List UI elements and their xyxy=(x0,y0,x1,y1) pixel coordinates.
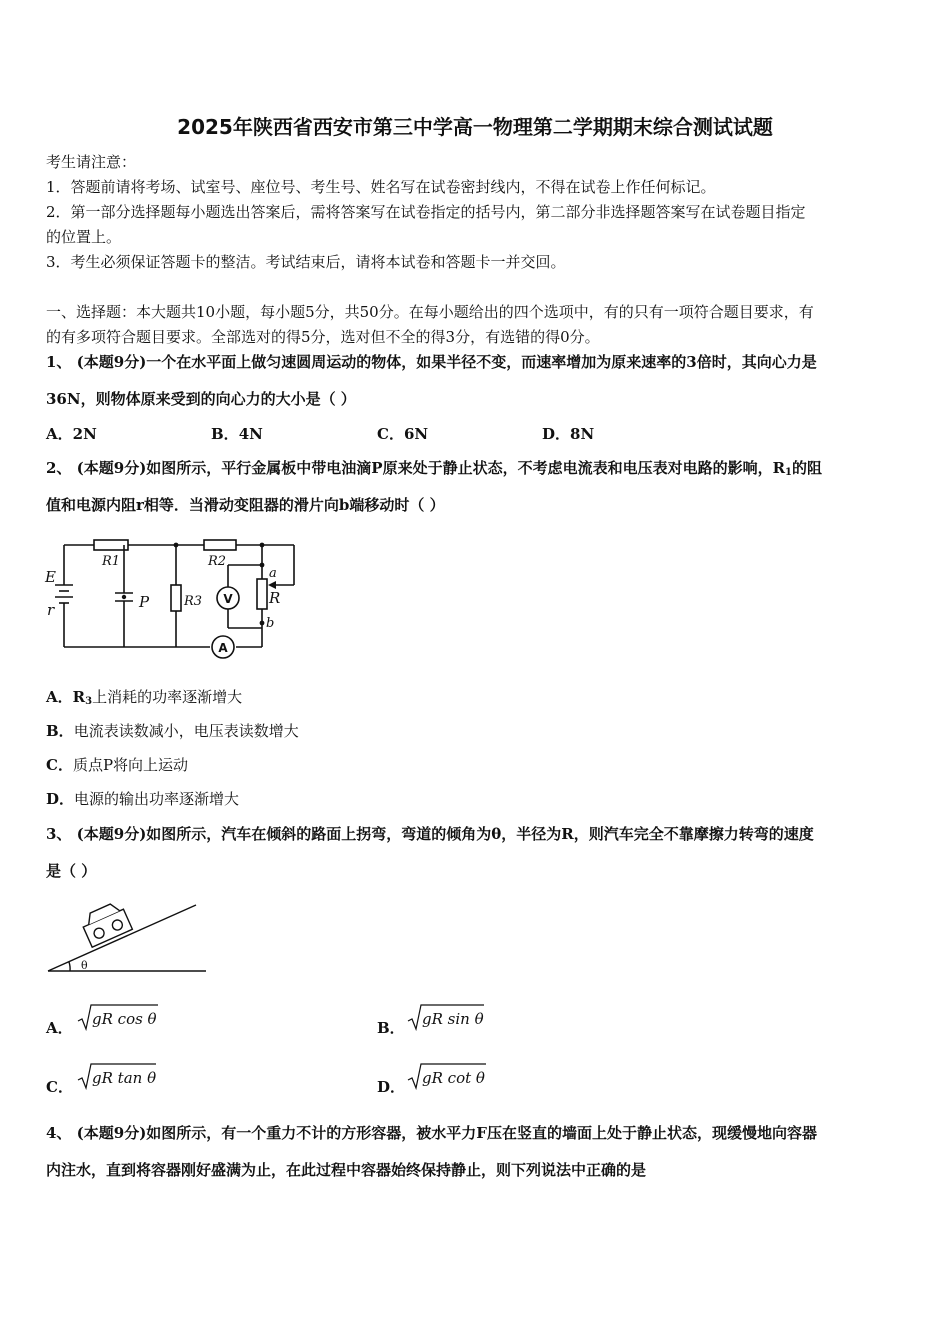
q2-stem: 值和电源内阻r相等．当滑动变阻器的滑片向b端移动时（ ） xyxy=(46,496,445,514)
label-b: b xyxy=(266,616,275,631)
q1-stem: 36N，则物体原来受到的向心力的大小是（ ） xyxy=(46,390,356,408)
q3-option-d: D． xyxy=(377,1078,406,1096)
label-r: r xyxy=(47,601,55,619)
svg-text:gR cos θ: gR cos θ xyxy=(92,1010,157,1028)
q3-option-b-formula xyxy=(406,1002,486,1032)
notice-item: 1．答题前请将考场、试室号、座位号、考生号、姓名写在试卷密封线内，不得在试卷上作任何标记。 xyxy=(46,178,716,196)
q3-stem: 3、 (本题9分)如图所示，汽车在倾斜的路面上拐弯，弯道的倾角为θ，半径为R，则汽车完全不靠摩擦力转弯的速度 xyxy=(46,825,814,843)
q3-option-a-formula xyxy=(76,1002,160,1032)
voltmeter-label: V xyxy=(223,592,233,606)
q1-stem: 1、 (本题9分)一个在水平面上做匀速圆周运动的物体，如果半径不变，而速率增加为原来速率的3倍时，其向心力是 xyxy=(46,353,817,371)
section-intro: 的有多项符合题目要求。全部选对的得5分，选对但不全的得3分，有选错的得0分。 xyxy=(46,328,600,346)
q2-option-a: A．$R_3$上消耗的功率逐渐增大 xyxy=(46,688,243,707)
label-a: a xyxy=(269,566,277,581)
label-R1: R1 xyxy=(102,554,121,569)
notice-item: 3．考生必须保证答题卡的整洁。考试结束后，请将本试卷和答题卡一并交回。 xyxy=(46,253,566,271)
q1-option-b: B．4N xyxy=(211,425,263,443)
q1-option-a: A．2N xyxy=(46,425,97,443)
label-P: P xyxy=(139,593,150,611)
banked-road-diagram xyxy=(46,893,208,975)
q3-stem: 是（ ） xyxy=(46,862,97,880)
q2-stem: 2、 (本题9分)如图所示，平行金属板中带电油滴P原来处于静止状态，不考虑电流表和电压表对电路的影响，$R_1$的阻 xyxy=(46,459,823,478)
svg-text:gR tan θ: gR tan θ xyxy=(92,1069,157,1087)
svg-text:gR cot θ: gR cot θ xyxy=(422,1069,485,1087)
page-title: 2025年陕西省西安市第三中学高一物理第二学期期末综合测试试题 xyxy=(177,115,773,139)
q3-option-c-formula xyxy=(76,1061,158,1091)
q3-option-a: A． xyxy=(46,1019,73,1037)
q3-option-d-formula xyxy=(406,1061,488,1091)
label-R: R xyxy=(269,589,281,607)
q4-stem: 4、 (本题9分)如图所示，有一个重力不计的方形容器，被水平力F压在竖直的墙面上处于静止状态，现缓慢地向容器 xyxy=(46,1124,817,1142)
ammeter-label: A xyxy=(218,641,228,655)
label-R2: R2 xyxy=(208,554,227,569)
q2-option-c: C．质点P将向上运动 xyxy=(46,756,189,774)
notice-heading: 考生请注意： xyxy=(46,153,137,171)
notice-item: 的位置上。 xyxy=(46,228,122,246)
q1-option-d: D．8N xyxy=(542,425,595,443)
q3-option-c: C． xyxy=(46,1078,73,1096)
section-intro: 一、选择题：本大题共10小题，每小题5分，共50分。在每小题给出的四个选项中，有的只有一项符合题目要求，有 xyxy=(46,303,814,321)
q1-option-c: C．6N xyxy=(377,425,429,443)
notice-item: 2．第一部分选择题每小题选出答案后，需将答案写在试卷指定的括号内，第二部分非选择题答案写在试卷题目指定 xyxy=(46,203,806,221)
label-R3: R3 xyxy=(184,594,203,609)
q2-option-b: B．电流表读数减小，电压表读数增大 xyxy=(46,722,299,740)
q2-option-d: D．电源的输出功率逐渐增大 xyxy=(46,790,240,808)
q3-option-b: B． xyxy=(377,1019,405,1037)
theta-label: θ xyxy=(81,959,88,972)
svg-text:gR sin θ: gR sin θ xyxy=(422,1010,484,1028)
circuit-diagram xyxy=(44,535,300,665)
label-E: E xyxy=(45,568,56,586)
q4-stem: 内注水，直到将容器刚好盛满为止，在此过程中容器始终保持静止，则下列说法中正确的是 xyxy=(46,1161,647,1179)
car-icon xyxy=(79,900,132,947)
